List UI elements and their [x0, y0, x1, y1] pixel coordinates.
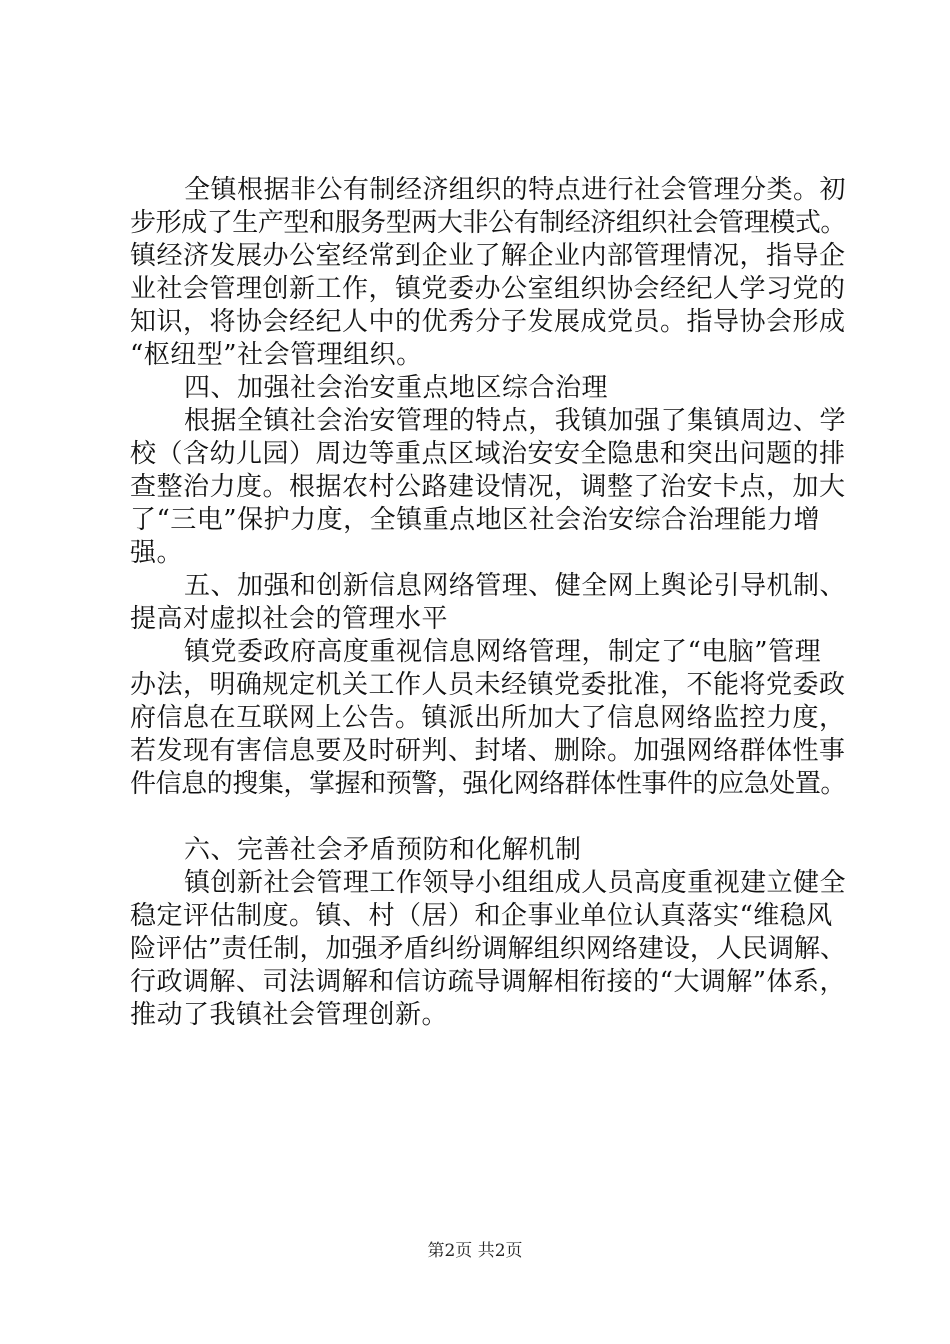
heading-line: 提高对虚拟社会的管理水平 [130, 604, 449, 634]
text-line: 若发现有害信息要及时研判、封堵、删除。加强网络群体性事 [130, 736, 846, 766]
text-line: 知识，将协会经纪人中的优秀分子发展成党员。指导协会形成 [130, 307, 846, 337]
text-line: 府信息在互联网上公告。镇派出所加大了信息网络监控力度， [130, 703, 846, 733]
paragraph-economic-organizations [130, 174, 846, 372]
text-line: 全镇根据非公有制经济组织的特点进行社会管理分类。初 [184, 175, 846, 205]
section-heading-5 [130, 570, 846, 636]
text-line: “枢纽型”社会管理组织。 [130, 340, 423, 370]
text-line: 镇创新社会管理工作领导小组组成人员高度重视建立健全 [184, 868, 846, 898]
section-heading-4: 四、加强社会治安重点地区综合治理 [184, 373, 609, 403]
text-line: 校（含幼儿园）周边等重点区域治安安全隐患和突出问题的排 [130, 439, 846, 469]
text-line: 强。 [130, 538, 184, 568]
page-footer: 第2页 共2页 [427, 1241, 523, 1261]
text-line: 步形成了生产型和服务型两大非公有制经济组织社会管理模式。 [130, 208, 846, 238]
text-line: 镇经济发展办公室经常到企业了解企业内部管理情况，指导企 [130, 241, 846, 271]
document-body [130, 174, 846, 1032]
text-line: 查整治力度。根据农村公路建设情况，调整了治安卡点，加大 [130, 472, 846, 502]
paragraph-public-security [130, 405, 846, 570]
heading-line: 五、加强和创新信息网络管理、健全网上舆论引导机制、 [184, 571, 846, 601]
text-line: 推动了我镇社会管理创新。 [130, 1000, 449, 1030]
text-line: 稳定评估制度。镇、村（居）和企事业单位认真落实“维稳风 [130, 901, 833, 931]
text-line: 镇党委政府高度重视信息网络管理，制定了“电脑”管理 [184, 637, 822, 667]
text-line: 行政调解、司法调解和信访疏导调解相衔接的“大调解”体系， [130, 967, 846, 997]
text-line: 业社会管理创新工作，镇党委办公室组织协会经纪人学习党的 [130, 274, 846, 304]
paragraph-network-management [130, 636, 846, 801]
text-line: 件信息的搜集，掌握和预警，强化网络群体性事件的应急处置。 [130, 769, 846, 799]
paragraph-spacer [130, 801, 846, 834]
text-line: 险评估”责任制，加强矛盾纠纷调解组织网络建设，人民调解、 [130, 934, 846, 964]
section-heading-6: 六、完善社会矛盾预防和化解机制 [184, 835, 582, 865]
paragraph-conflict-resolution [130, 867, 846, 1032]
text-line: 了“三电”保护力度，全镇重点地区社会治安综合治理能力增 [130, 505, 821, 535]
text-line: 根据全镇社会治安管理的特点，我镇加强了集镇周边、学 [184, 406, 846, 436]
text-line: 办法，明确规定机关工作人员未经镇党委批准，不能将党委政 [130, 670, 846, 700]
